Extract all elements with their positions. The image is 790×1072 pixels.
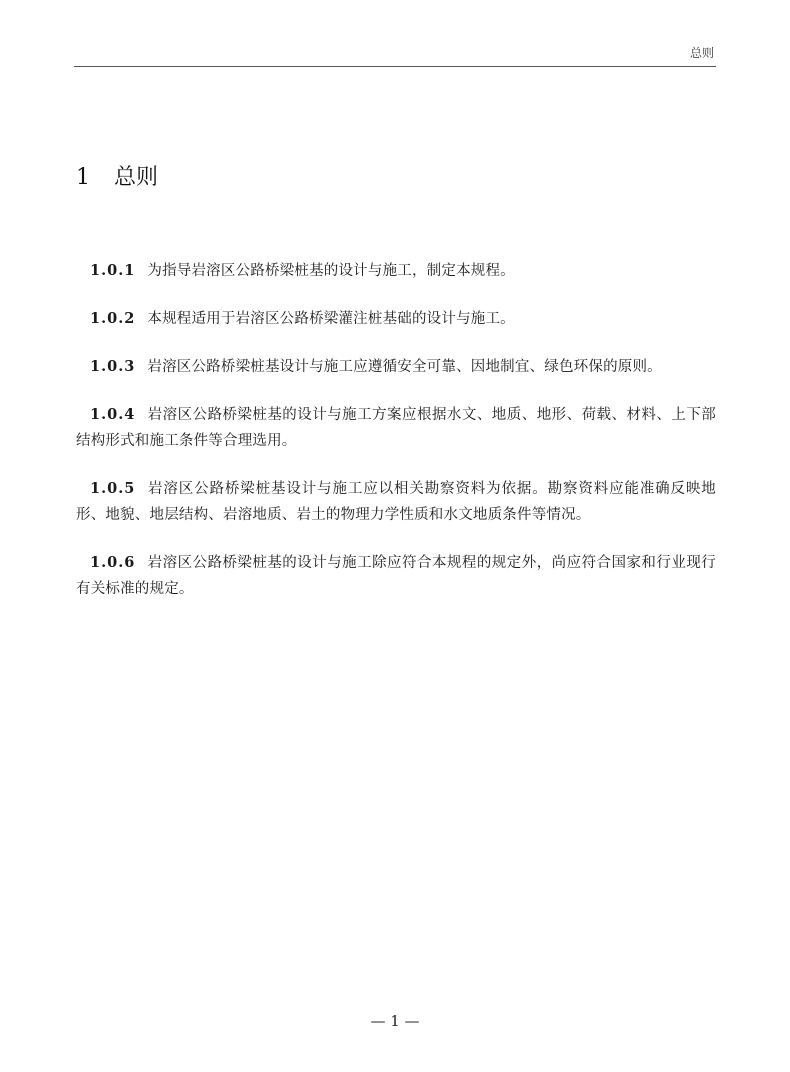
clause-number: 1.0.3 [90,358,136,375]
clause-text: 岩溶区公路桥梁桩基的设计与施工方案应根据水文、地质、地形、荷载、材料、上下部结构形式和施工条件等合理选用。 [76,407,716,449]
running-head: 总则 [689,46,714,60]
clause-list [76,258,716,624]
clause-1-0-6 [76,550,716,602]
chapter-title-text: 总则 [114,165,159,190]
clause-1-0-1 [76,258,716,284]
clause-text: 为指导岩溶区公路桥梁桩基的设计与施工，制定本规程。 [147,263,515,279]
clause-1-0-4 [76,402,716,454]
clause-1-0-3 [76,354,716,380]
clause-number: 1.0.6 [90,554,136,571]
clause-1-0-2 [76,306,716,332]
header-rule [74,66,716,67]
chapter-title [76,160,158,191]
clause-text: 岩溶区公路桥梁桩基设计与施工应遵循安全可靠、因地制宜、绿色环保的原则。 [147,359,662,375]
clause-text: 岩溶区公路桥梁桩基的设计与施工除应符合本规程的规定外，尚应符合国家和行业现行有关标准的规定。 [76,555,716,597]
clause-text: 岩溶区公路桥梁桩基设计与施工应以相关勘察资料为依据。勘察资料应能准确反映地形、地貌、地层结构、岩溶地质、岩土的物理力学性质和水文地质条件等情况。 [76,481,716,523]
clause-1-0-5 [76,476,716,528]
chapter-number: 1 [76,165,90,190]
clause-number: 1.0.1 [90,262,136,279]
clause-number: 1.0.5 [90,480,136,497]
clause-number: 1.0.4 [90,406,136,423]
clause-text: 本规程适用于岩溶区公路桥梁灌注桩基础的设计与施工。 [147,311,515,327]
clause-number: 1.0.2 [90,310,136,327]
page-number: — 1 — [370,1012,420,1030]
